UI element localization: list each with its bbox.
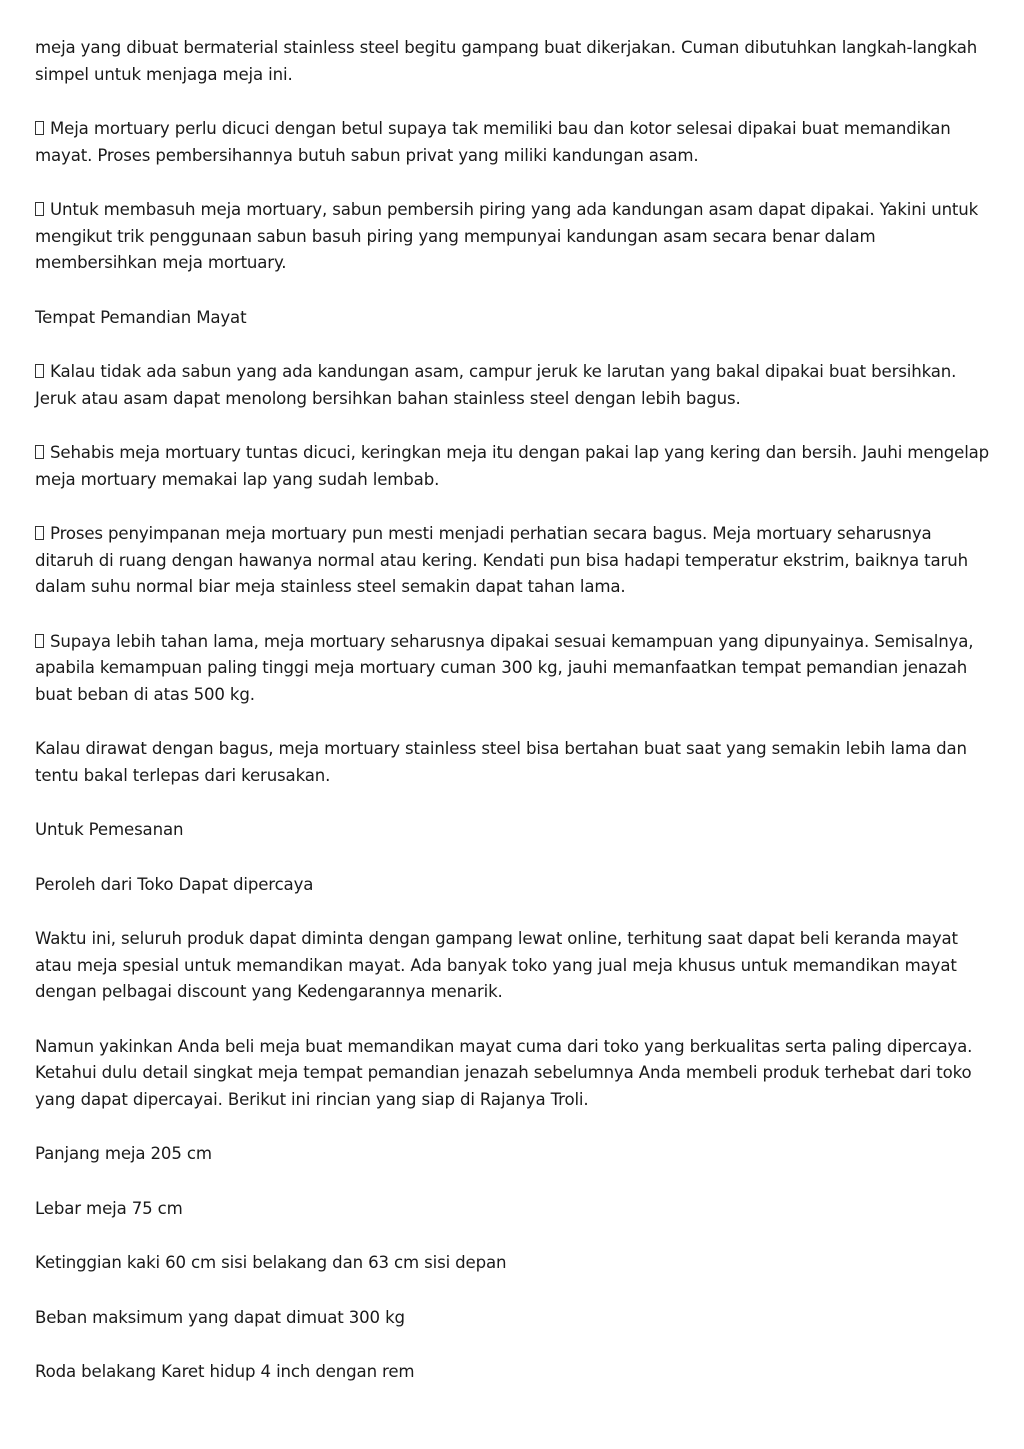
spec-line: Roda belakang Karet hidup 4 inch dengan rem xyxy=(35,1362,415,1381)
bullet-icon xyxy=(35,121,44,135)
spec-line: Lebar meja 75 cm xyxy=(35,1198,183,1218)
paragraph: Namun yakinkan Anda beli meja buat memandikan mayat cuma dari toko yang berkualitas serta paling dipercaya. Ketahui dulu detail singkat meja tempat pemandian jenazah sebelumnya Anda membeli produk terhebat dari toko yang dapat dipercayai. Berikut ini rincian yang siap di Rajanya Troli. xyxy=(35,1036,973,1109)
section-heading: Tempat Pemandian Mayat xyxy=(35,307,247,327)
bullet-paragraph: Proses penyimpanan meja mortuary pun mesti menjadi perhatian secara bagus. Meja mortuary seharusnya ditaruh di ruang dengan hawanya normal atau kering. Kendati pun bisa hadapi temperatur ekstrim, baiknya taruh dalam suhu normal biar meja stainless steel semakin dapat tahan lama. xyxy=(35,524,968,596)
spec-line: Panjang meja 205 cm xyxy=(35,1144,212,1163)
bullet-paragraph: Meja mortuary perlu dicuci dengan betul supaya tak memiliki bau dan kotor selesai dipakai buat memandikan mayat. Proses pembersihannya butuh sabun privat yang miliki kandungan asam. xyxy=(35,119,951,165)
bullet-icon xyxy=(35,364,44,378)
section-heading: Untuk Pemesanan xyxy=(35,820,184,839)
bullet-icon xyxy=(35,445,44,459)
bullet-paragraph: Kalau tidak ada sabun yang ada kandungan asam, campur jeruk ke larutan yang bakal dipakai buat bersihkan. Jeruk atau asam dapat menolong bersihkan bahan stainless steel dengan lebih bagus. xyxy=(35,362,957,408)
bullet-icon xyxy=(35,526,44,540)
paragraph: Waktu ini, seluruh produk dapat diminta dengan gampang lewat online, terhitung saat dapat beli keranda mayat atau meja spesial untuk memandikan mayat. Ada banyak toko yang jual meja khusus untuk memandikan mayat dengan pelbagai discount yang Kedengarannya menarik. xyxy=(35,929,958,1001)
section-heading: Peroleh dari Toko Dapat dipercaya xyxy=(35,874,314,894)
document-body xyxy=(35,35,995,1414)
spec-line: Ketinggian kaki 60 cm sisi belakang dan 63 cm sisi depan xyxy=(35,1253,507,1272)
bullet-paragraph: Supaya lebih tahan lama, meja mortuary seharusnya dipakai sesuai kemampuan yang dipunyainya. Semisalnya, apabila kemampuan paling tinggi meja mortuary cuman 300 kg, jauhi memanfaatkan tempat pemandian jenazah buat beban di atas 500 kg. xyxy=(35,631,974,704)
spec-line: Beban maksimum yang dapat dimuat 300 kg xyxy=(35,1307,405,1327)
paragraph: Kalau dirawat dengan bagus, meja mortuary stainless steel bisa bertahan buat saat yang semakin lebih lama dan tentu bakal terlepas dari kerusakan. xyxy=(35,739,967,785)
bullet-icon xyxy=(35,202,44,216)
paragraph-intro: meja yang dibuat bermaterial stainless steel begitu gampang buat dikerjakan. Cuman dibutuhkan langkah-langkah simpel untuk menjaga meja ini. xyxy=(35,38,978,84)
bullet-paragraph: Sehabis meja mortuary tuntas dicuci, keringkan meja itu dengan pakai lap yang kering dan bersih. Jauhi mengelap meja mortuary memakai lap yang sudah lembab. xyxy=(35,443,990,489)
bullet-icon xyxy=(35,634,44,648)
bullet-paragraph: Untuk membasuh meja mortuary, sabun pembersih piring yang ada kandungan asam dapat dipakai. Yakini untuk mengikut trik penggunaan sabun basuh piring yang mempunyai kandungan asam secara benar dalam membersihkan meja mortuary. xyxy=(35,200,979,272)
